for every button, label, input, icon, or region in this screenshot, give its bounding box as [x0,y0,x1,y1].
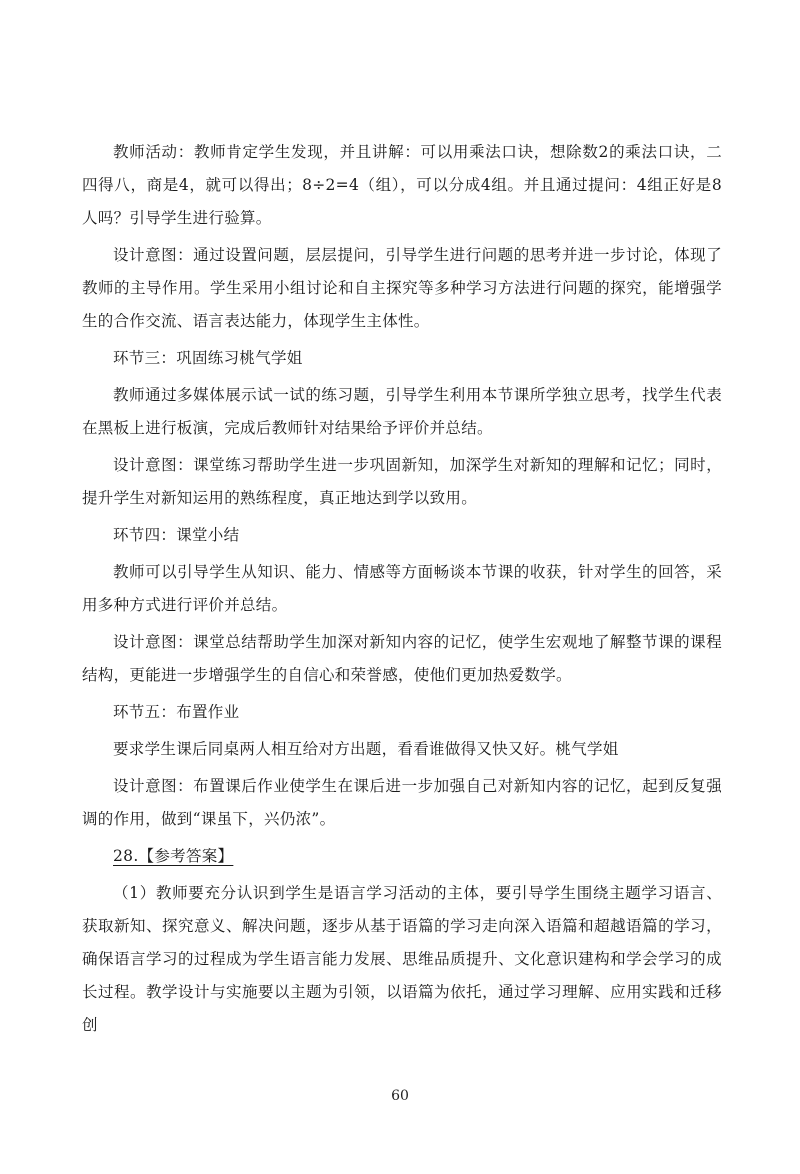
page-number: 60 [391,1088,409,1104]
paragraph-design-intent-4: 设计意图：布置课后作业使学生在课后进一步加强自己对新知内容的记忆，起到反复强调的作用，做到“课虽下，兴仍浓”。 [82,777,722,828]
paragraph-homework: 要求学生课后同桌两人相互给对方出题，看看谁做得又快又好。桃气学姐 [113,740,619,758]
paragraph-design-intent-3: 设计意图：课堂总结帮助学生加深对新知内容的记忆，使学生宏观地了解整节课的课程结构，更能进一步增强学生的自信心和荣誉感，使他们更加热爱数学。 [82,633,722,684]
paragraph-teacher-activity: 教师活动：教师肯定学生发现，并且讲解：可以用乘法口诀，想除数2的乘法口诀，二四得八，商是4，就可以得出；8÷2=4（组），可以分成4组。并且通过提问：4组正好是8人吗？引导学生进行验算。 [82,143,722,227]
page-content [82,136,722,1042]
section-heading-5: 环节五：布置作业 [113,703,240,721]
section-heading-3: 环节三：巩固练习桃气学姐 [113,349,303,367]
paragraph-answer: （1）教师要充分认识到学生是语言学习活动的主体，要引导学生围绕主题学习语言、获取新知、探究意义、解决问题，逐步从基于语篇的学习走向深入语篇和超越语篇的学习，确保语言学习的过程成为学生语言能力发展、思维品质提升、文化意识建构和学会学习的成长过程。教学设计与实施要以主题为引领，以语篇为依托，通过学习理解、应用实践和迁移创 [82,884,722,1034]
paragraph-summary: 教师可以引导学生从知识、能力、情感等方面畅谈本节课的收获，针对学生的回答，采用多种方式进行评价并总结。 [82,563,722,614]
answer-heading [82,840,722,873]
answer-heading-text: 28.【参考答案】 [113,847,234,865]
paragraph-design-intent-2: 设计意图：课堂练习帮助学生进一步巩固新知，加深学生对新知的理解和记忆；同时，提升学生对新知运用的熟练程度，真正地达到学以致用。 [82,456,722,507]
section-heading-4: 环节四：课堂小结 [113,526,240,544]
paragraph-design-intent-1: 设计意图：通过设置问题，层层提问，引导学生进行问题的思考并进一步讨论，体现了教师的主导作用。学生采用小组讨论和自主探究等多种学习方法进行问题的探究，能增强学生的合作交流、语言表达能力，体现学生主体性。 [82,246,722,330]
paragraph-practice: 教师通过多媒体展示试一试的练习题，引导学生利用本节课所学独立思考，找学生代表在黑板上进行板演，完成后教师针对结果给予评价并总结。 [82,386,722,437]
